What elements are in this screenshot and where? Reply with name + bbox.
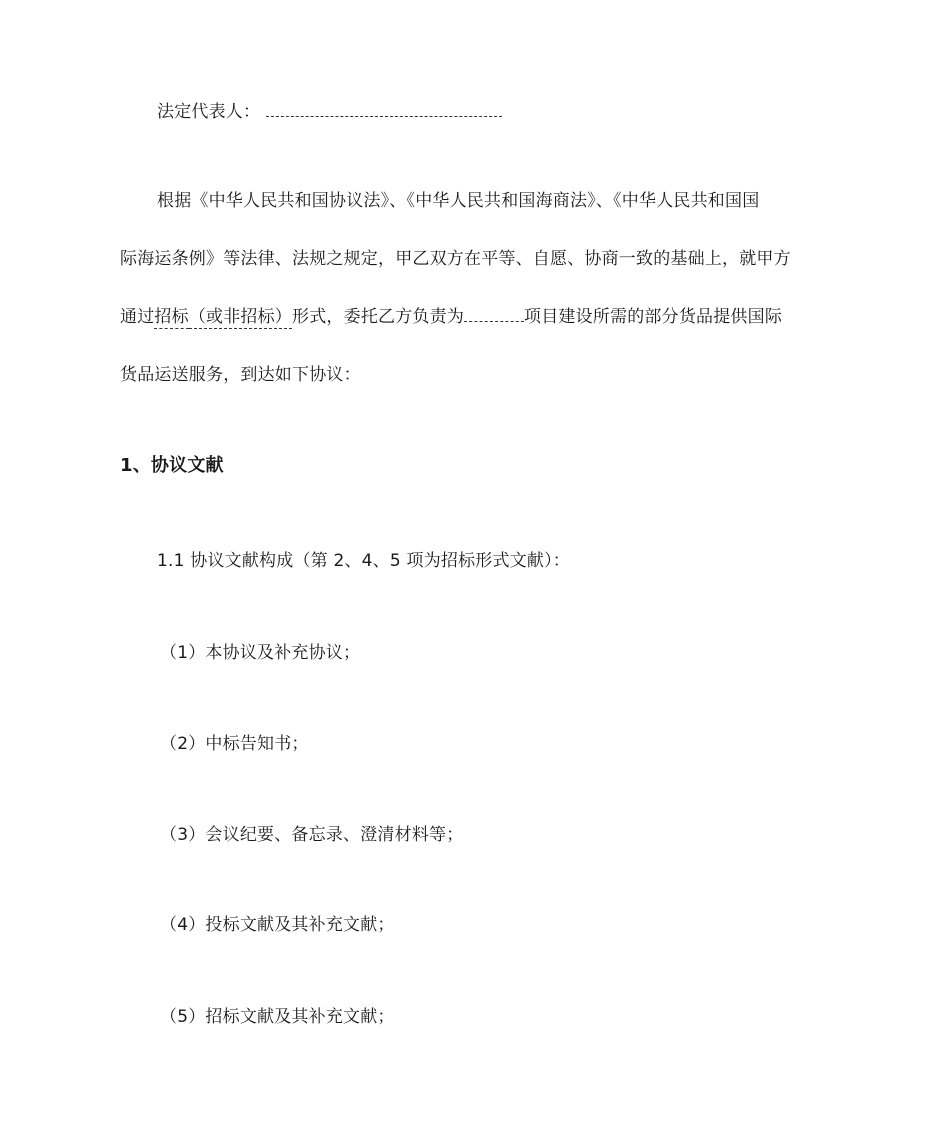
list-item: （1）本协议及补充协议； [160,643,361,663]
non-bid-method-underlined: （或非招标） [188,307,293,327]
list-item: （3）会议纪要、备忘录、澄清材料等； [160,825,464,845]
bid-method-underlined: 招标 [154,307,189,327]
project-name-blank [464,307,524,322]
intro-line-3-part-e: 项目建设所需的部分货品提供国际 [524,307,783,327]
list-item: （5）招标文献及其补充文献； [160,1007,395,1027]
intro-line-3 [120,305,782,329]
list-item: （4）投标文献及其补充文献； [160,915,395,935]
section-1-heading: 1、协议文献 [120,455,224,476]
legal-representative-blank [266,102,502,117]
intro-line-4: 货品运送服务，到达如下协议： [120,365,361,385]
intro-line-3-part-d: 形式，委托乙方负责为 [292,307,465,327]
intro-line-3-part-a: 通过 [120,307,155,327]
list-item: （2）中标告知书； [160,734,309,754]
legal-representative-line [157,100,502,124]
legal-representative-label: 法定代表人： [157,102,261,122]
intro-line-1: 根据《中华人民共和国协议法》、《中华人民共和国海商法》、《中华人民共和国国 [157,191,760,211]
intro-line-2: 际海运条例》等法律、法规之规定，甲乙双方在平等、自愿、协商一致的基础上，就甲方 [120,249,791,269]
section-1-1-text: 1.1 协议文献构成（第 2、4、5 项为招标形式文献）： [157,551,570,571]
